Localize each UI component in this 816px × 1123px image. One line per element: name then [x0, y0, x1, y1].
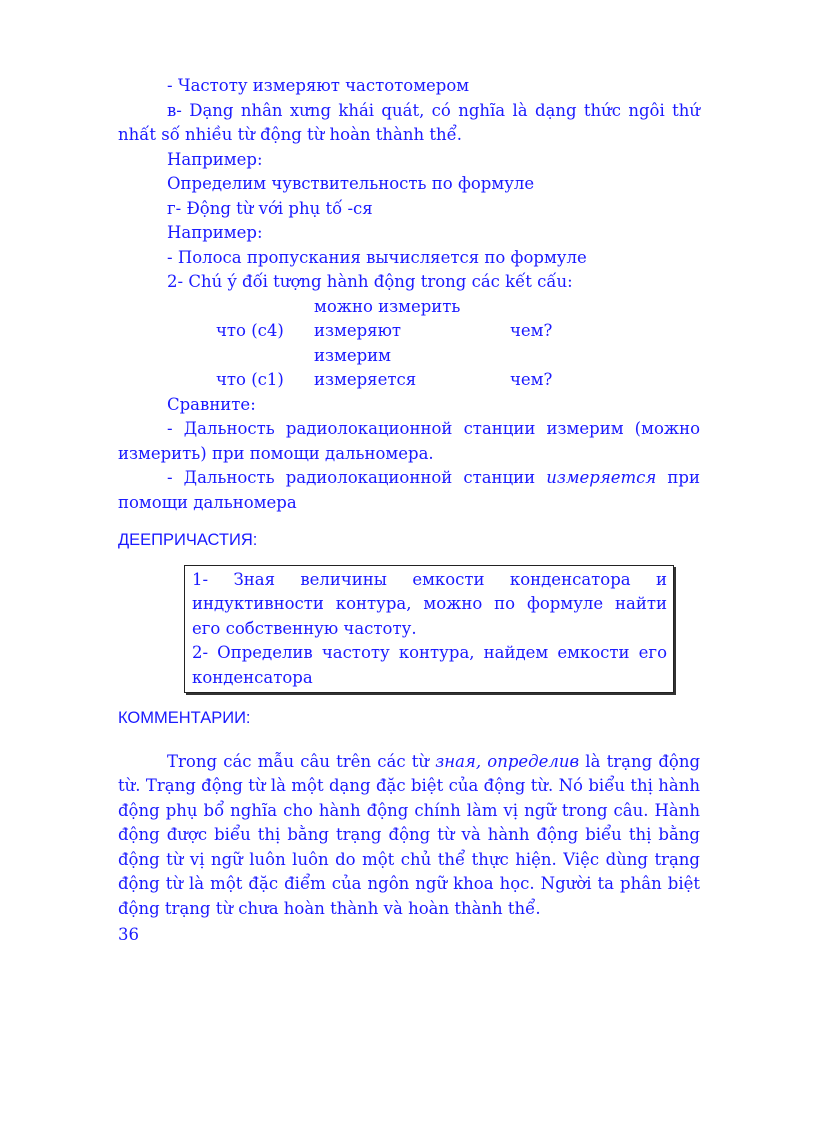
construction-object: что (с4) [216, 321, 284, 340]
rule-g-line: г- Động từ với phụ tố -ся [167, 198, 373, 218]
construction-row [118, 344, 700, 369]
example-box [184, 565, 674, 694]
construction-object: что (с1) [216, 370, 284, 389]
page-content [118, 74, 700, 948]
construction-verb: измеряют [314, 321, 402, 340]
example-label-2: Например: [167, 223, 263, 242]
construction-verb: измеряется [314, 370, 417, 389]
compare-label: Сравните: [167, 394, 256, 414]
italic-term: зная, определив [435, 751, 580, 771]
compare-sentence-2: - Дальность радиолокационной станции измеряется при помощи дальномера [118, 468, 700, 512]
compare-sentence-1: - Дальность радиолокационной станции измерим (можно измерить) при помощи дальномера. [118, 419, 700, 463]
example-line-frequency: - Частоту измеряют частотомером [167, 76, 470, 95]
construction-row [118, 368, 700, 393]
construction-row [118, 295, 700, 320]
construction-verb: можно измерить [314, 296, 461, 316]
example-line-sensitivity: Определим чувствительность по формуле [167, 174, 535, 193]
construction-instrument: чем? [510, 370, 553, 389]
construction-table [118, 295, 700, 393]
rule-v-paragraph: в- Dạng nhân xưng khái quát, có nghĩa là dạng thức ngôi thứ nhất số nhiều từ động từ hoàn thành thể. [118, 100, 700, 144]
italic-term: измеряется [546, 468, 657, 487]
section-heading-comments: КОММЕНТАРИИ: [118, 709, 251, 727]
page-number: 36 [118, 925, 139, 944]
example-label: Например: [167, 149, 263, 169]
box-example-2: 2- Определив частоту контура, найдем емкости его конденсатора [192, 643, 667, 687]
construction-verb: измерим [314, 345, 391, 365]
construction-row [118, 319, 700, 344]
section-heading-participles: ДЕЕПРИЧАСТИЯ: [118, 531, 258, 549]
example-line-bandwidth: - Полоса пропускания вычисляется по формуле [167, 247, 587, 267]
comment-paragraph: Trong các mẫu câu trên các từ зная, определив là trạng động từ. Trạng động từ là một dạng đặc biệt của động từ. Nó biểu thị hành động phụ bổ nghĩa cho hành động chính làm vị ngữ trong câu. Hành động được biểu thị bằng trạng động từ và hành động biểu thị bằng động từ vị ngữ luôn luôn do một chủ thể thực hiện. Việc dùng trạng động từ là một đặc điểm của ngôn ngữ khoa học. Người ta phân biệt động trạng từ chưa hoàn thành và hoàn thành thể. [118, 751, 701, 918]
box-example-1: 1- Зная величины емкости конденсатора и индуктивности контура, можно по формуле найти его собственную частоту. [192, 569, 667, 638]
rule-2-line: 2- Chú ý đối tượng hành động trong các kết cấu: [167, 272, 573, 291]
construction-instrument: чем? [510, 321, 553, 340]
